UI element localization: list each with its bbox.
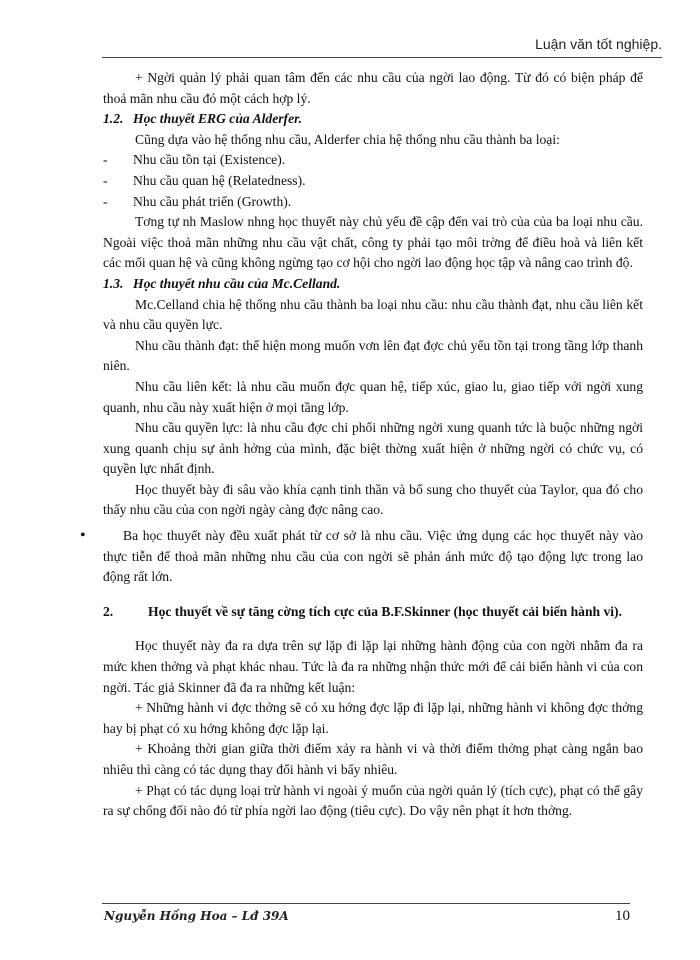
footer-author: Nguyễn Hồng Hoa – Lđ 39A <box>104 909 289 923</box>
paragraph-skinner-2: + Những hành vi đợc thởng sẽ có xu hớng đợc lặp đi lặp lại, những hành vi không đợc thởng hay bị phạt có xu hớng không đợc lặp lại. <box>103 700 643 736</box>
header-divider <box>102 57 662 58</box>
list-item-text: Nhu cầu tồn tại (Existence). <box>133 152 286 168</box>
paragraph-mccelland-1: Mc.Celland chia hệ thống nhu cầu thành ba loại nhu cầu: nhu cầu thành đạt, nhu cầu liên kết và nhu cầu quyền lực. <box>103 296 643 333</box>
bullet-icon: • <box>80 527 86 545</box>
section-title: Học thuyết nhu cầu của Mc.Celland. <box>133 275 341 291</box>
paragraph-mccelland-4: Nhu cầu quyền lực: là nhu cầu đợc chi phối những ngời xung quanh tức là buộc những ngời xung quanh chịu sự ảnh hởng của mình, đặc biệt thờng xuất hiện ở những ngời có chức vụ, có quyền lực nhất định. <box>103 420 643 477</box>
page-number: 10 <box>615 908 630 924</box>
page-content <box>80 68 643 822</box>
paragraph-skinner-3: + Khoảng thời gian giữa thời điểm xảy ra hành vi và thời điểm thởng phạt càng ngắn bao nhiêu thì càng có tác dụng thay đổi hành vi bấy nhiêu. <box>103 741 643 777</box>
section-title: Học thuyết ERG của Alderfer. <box>133 111 303 127</box>
list-dash: - <box>103 152 108 168</box>
list-dash: - <box>103 172 108 188</box>
paragraph-intro: + Ngời quản lý phải quan tâm đến các nhu cầu của ngời lao động. Từ đó có biện pháp để thoả mãn nhu cầu đó một cách hợp lý. <box>103 70 643 106</box>
list-item-text: Nhu cầu phát triển (Growth). <box>133 193 292 209</box>
paragraph-mccelland-2: Nhu cầu thành đạt: thể hiện mong muốn vơn lên đạt đợc chủ yếu tồn tại trong tầng lớp thanh niên. <box>103 337 643 374</box>
paragraph-erg-body: Tơng tự nh Maslow nhng học thuyết này chủ yếu đề cập đến vai trò của của ba loại nhu cầu. Ngoài việc thoả mãn những nhu cầu vật chất, công ty phải tạo môi trờng để điều hoà và liên kết các mối quan hệ và cũng không ngừng tạo cơ hội cho ngời lao động học tập và nâng cao trình độ. <box>103 214 643 271</box>
footer-divider <box>102 903 630 904</box>
section-heading-2 <box>103 602 643 623</box>
paragraph-skinner-1: Học thuyết này đa ra dựa trên sự lặp đi lặp lại những hành động của con ngời nhằm đa ra mức khen thởng và phạt khác nhau. Tức là đa ra những nhận thức mới để cải biến hành vi của con ngời. Tác giả Skinner đã đa ra những kết luận: <box>103 638 643 695</box>
list-dash: - <box>103 193 108 209</box>
bullet-paragraph-text: Ba học thuyết này đều xuất phát từ cơ sở là nhu cầu. Việc ứng dụng các học thuyết này vào thực tiễn để thoả mãn những nhu cầu của con ngời sẽ phản ánh mức độ tạo động lực trong lao động rất lớn. <box>103 528 643 585</box>
section-heading-1-3 <box>103 274 643 295</box>
section-number: 1.3. <box>103 275 124 291</box>
bullet-paragraph <box>80 526 643 588</box>
section-heading-1-2 <box>103 109 643 130</box>
paragraph-mccelland-3: Nhu cầu liên kết: là nhu cầu muốn đợc quan hệ, tiếp xúc, giao lu, giao tiếp với ngời xung quanh, nhu cầu này xuất hiện ở mọi tầng lớp. <box>103 378 643 415</box>
paragraph-skinner-4: + Phạt có tác dụng loại trừ hành vi ngoài ý muốn của ngời quản lý (tích cực), phạt có thể gây ra sự chống đối nào đó từ phía ngời lao động (tiêu cực). Do vậy nên phạt ít hơn thởng. <box>103 782 643 819</box>
paragraph-mccelland-5: Học thuyết bày đi sâu vào khía cạnh tinh thần và bổ sung cho thuyết của Taylor, qua đó cho thấy nhu cầu của con ngời ngày càng đợc nâng cao. <box>103 481 643 518</box>
list-item-text: Nhu cầu quan hệ (Relatedness). <box>133 172 306 188</box>
list-item <box>103 150 643 171</box>
section-number: 1.2. <box>103 111 124 127</box>
section-number: 2. <box>103 603 114 619</box>
list-item <box>103 192 643 213</box>
section-title: Học thuyết về sự tăng cờng tích cực của B.F.Skinner (học thuyết cải biến hành vi). <box>148 603 622 619</box>
paragraph-erg-intro: Cũng dựa vào hệ thống nhu cầu, Alderfer chia hệ thống nhu cầu thành ba loại: <box>135 131 560 147</box>
list-item <box>103 171 643 192</box>
header-title: Luận văn tốt nghiệp. <box>535 36 662 52</box>
